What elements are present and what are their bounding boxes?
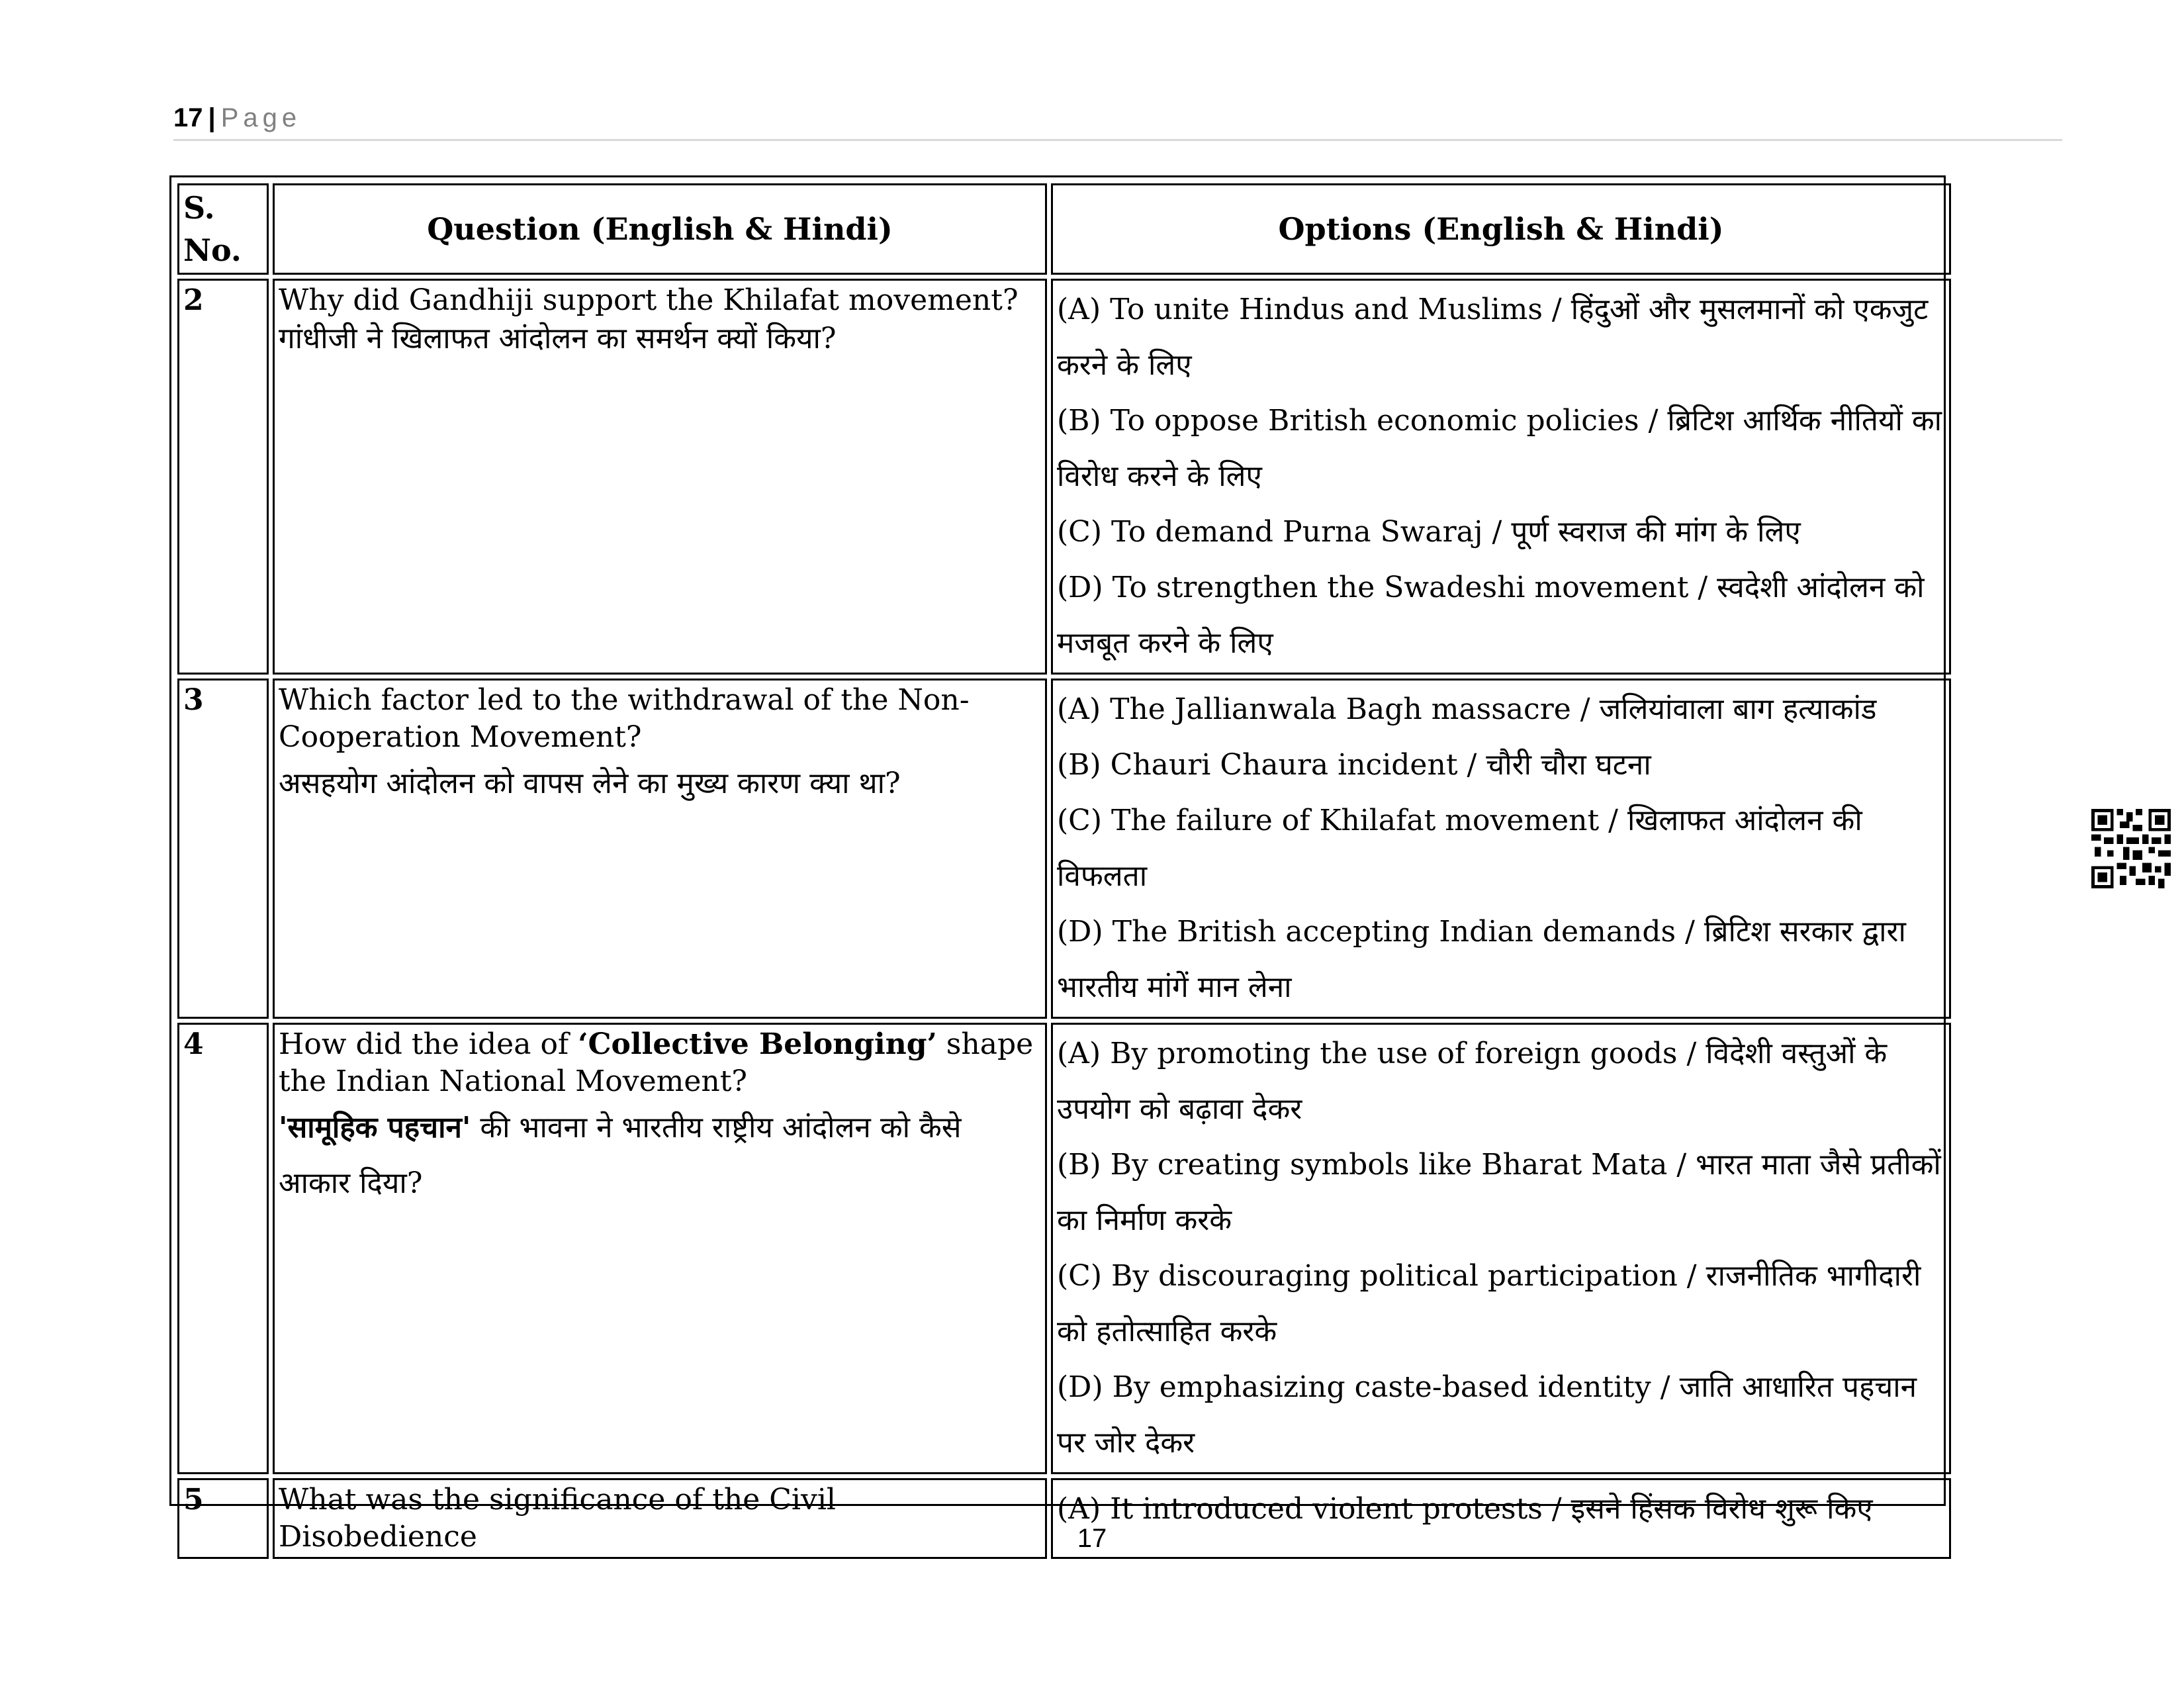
qr-code-icon: [2091, 809, 2171, 888]
options-cell: [1051, 1023, 1951, 1474]
table-row: [177, 279, 1951, 675]
question-english: Which factor led to the withdrawal of the Non-Cooperation Movement?: [279, 683, 970, 754]
option-c: (C) The failure of Khilafat movement / खिलाफत आंदोलन की विफलता: [1057, 804, 1862, 893]
row-sno: 4: [177, 1023, 269, 1474]
options-cell: [1051, 279, 1951, 675]
question-english: [279, 1026, 1041, 1100]
question-english: What was the significance of the Civil Disobedience: [279, 1483, 836, 1554]
option-d: (D) By emphasizing caste-based identity / जाति आधारित पहचान पर जोर देकर: [1057, 1370, 1917, 1460]
row-sno: 3: [177, 679, 269, 1019]
question-hindi: गांधीजी ने खिलाफत आंदोलन का समर्थन क्यों किया?: [279, 322, 837, 355]
table-header-row: [177, 183, 1951, 275]
header-page-number: 17: [173, 103, 203, 132]
header-page-label: Page: [220, 103, 302, 132]
option-c: (C) By discouraging political participation / राजनीतिक भागीदारी को हतोत्साहित करके: [1057, 1259, 1921, 1348]
option-a: (A) The Jallianwala Bagh massacre / जलियांवाला बाग हत्याकांड: [1057, 692, 1877, 726]
header-separator: |: [208, 103, 216, 132]
options-cell: [1051, 679, 1951, 1019]
page-footer: 17: [1077, 1524, 1107, 1553]
table-row: [177, 679, 1951, 1019]
option-c: (C) To demand Purna Swaraj / पूर्ण स्वराज की मांग के लिए: [1057, 515, 1801, 549]
header-question: Question (English & Hindi): [273, 183, 1047, 275]
question-cell: [273, 1023, 1047, 1474]
table-row: [177, 1023, 1951, 1474]
question-hindi-keyword: 'सामूहिक पहचान': [279, 1111, 471, 1145]
option-a: (A) By promoting the use of foreign goods / विदेशी वस्तुओं के उपयोग को बढ़ावा देकर: [1057, 1037, 1888, 1126]
option-b: (B) Chauri Chaura incident / चौरी चौरा घटना: [1057, 748, 1651, 782]
question-hindi: असहयोग आंदोलन को वापस लेने का मुख्य कारण क्या था?: [279, 767, 901, 800]
option-a: (A) It introduced violent protests / इसने हिंसक विरोध शुरू किए: [1057, 1492, 1873, 1526]
option-b: (B) To oppose British economic policies / ब्रिटिश आर्थिक नीतियों का विरोध करने के लिए: [1057, 404, 1942, 493]
option-a: (A) To unite Hindus and Muslims / हिंदुओं और मुसलमानों को एकजुट करने के लिए: [1057, 293, 1929, 382]
question-english-keyword: ‘Collective Belonging’: [578, 1027, 937, 1061]
option-d: (D) The British accepting Indian demands / ब्रिटिश सरकार द्वारा भारतीय मांगें मान लेना: [1057, 915, 1906, 1004]
question-cell: [273, 679, 1047, 1019]
option-d: (D) To strengthen the Swadeshi movement / स्वदेशी आंदोलन को मजबूत करने के लिए: [1057, 571, 1925, 660]
page-header: [173, 98, 2062, 141]
question-cell: [273, 279, 1047, 675]
header-options: Options (English & Hindi): [1051, 183, 1951, 275]
question-hindi: [279, 1100, 1041, 1211]
row-sno: 5: [177, 1478, 269, 1559]
question-english-pre: How did the idea of: [279, 1027, 578, 1061]
question-english: Why did Gandhiji support the Khilafat movement?: [279, 283, 1019, 317]
question-english-post: shape the Indian National Movement?: [279, 1027, 1034, 1098]
option-b: (B) By creating symbols like Bharat Mata / भारत माता जैसे प्रतीकों का निर्माण करके: [1057, 1148, 1941, 1237]
row-sno: 2: [177, 279, 269, 675]
header-sno: S. No.: [177, 183, 269, 275]
question-hindi-post: की भावना ने भारतीय राष्ट्रीय आंदोलन को कैसे आकार दिया?: [279, 1111, 962, 1200]
